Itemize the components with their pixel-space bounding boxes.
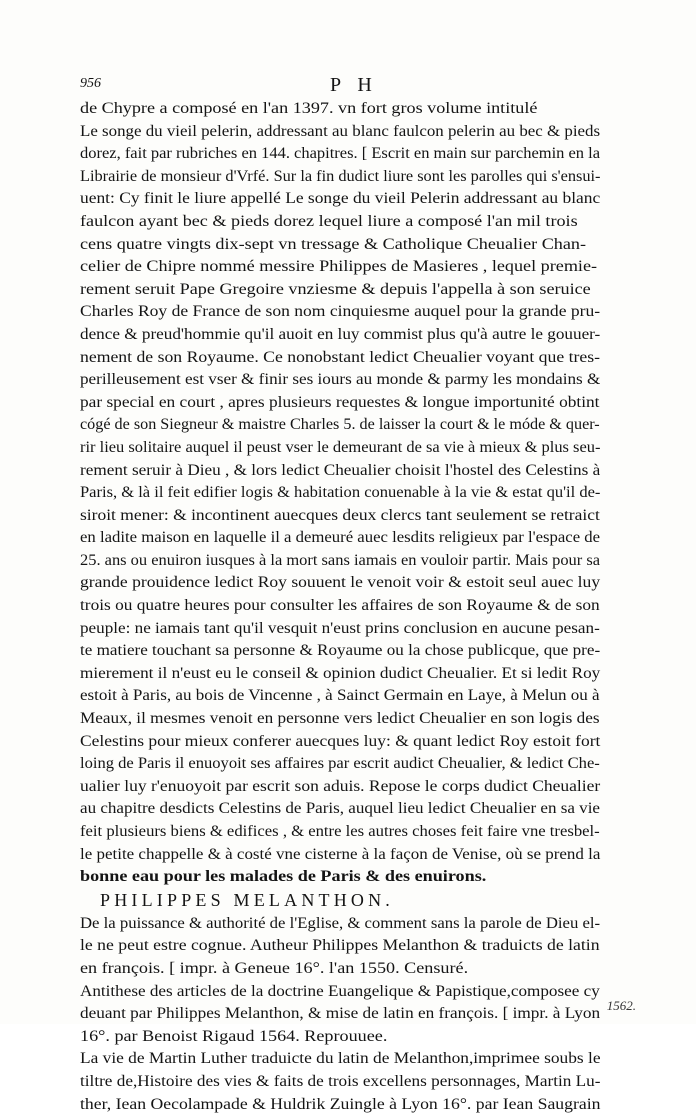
text-line: en françois. [ impr. à Geneue 16°. l'an 1550. Censuré. — [80, 958, 469, 977]
text-line: nement de son Royaume. Ce nonobstant ledict Cheualier voyant que tres- — [80, 347, 601, 366]
text-line: rir lieu solitaire auquel il peust vser le demeurant de sa vie à mieux & plus seu- — [80, 437, 601, 456]
text-line: tiltre de,Histoire des vies & faits de trois excellens personnages, Martin Lu- — [80, 1071, 601, 1090]
text-line: de Chypre a composé en l'an 1397. vn fort gros volume intitulé — [80, 99, 538, 117]
text-line: rement seruit Pape Gregoire vnziesme & depuis l'appella à son seruice — [80, 279, 591, 298]
text-line: peuple: ne iamais tant qu'il vesquit n'eust prins conclusion en aucune pesan- — [80, 618, 600, 637]
text-line: le petite chappelle & à costé vne cisterne à la façon de Venise, où se prend la — [80, 844, 601, 863]
text-line: faulcon ayant bec & pieds dorez lequel liure a composé l'an mil trois — [80, 211, 578, 230]
text-line: De la puissance & authorité de l'Eglise, & comment sans la parole de Dieu el- — [80, 913, 601, 932]
text-line: ther, Iean Oecolampade & Huldrik Zuingle à Lyon 16°. par Iean Saugrain — [80, 1094, 601, 1113]
text-line: ualier luy r'enuoyoit par escrit son aduis. Repose le corps dudict Cheualier — [80, 776, 601, 795]
text-line: La vie de Martin Luther traduicte du latin de Melanthon,imprimee soubs le — [80, 1049, 601, 1068]
text-line: bonne eau pour les malades de Paris & des enuirons. — [80, 867, 487, 886]
text-line: estoit à Paris, au bois de Vincenne , à Sainct Germain en Laye, à Melun ou à — [80, 686, 600, 705]
text-line: rement seruir à Dieu , & lors ledict Cheualier choisit l'hostel des Celestins à — [80, 460, 601, 479]
running-head: P H — [330, 74, 378, 96]
text-line: en ladite maison en laquelle il a demeuré auec lesdits religieux par l'espace de — [80, 528, 601, 547]
text-line: 16°. par Benoist Rigaud 1564. Reprouuee. — [80, 1026, 388, 1045]
text-line: perilleusement est vser & finir ses iours au monde & parmy les mondains & — [80, 370, 601, 389]
text-line: cógé de son Siegneur & maistre Charles 5. de laisser la court & le móde & quer- — [80, 415, 600, 434]
text-line: le ne peut estre cognue. Autheur Philippes Melanthon & traduicts de latin — [80, 936, 600, 955]
text-line: trois ou quatre heures pour consulter les affaires de son Royaume & de son — [80, 596, 600, 615]
text-line: Celestins pour mieux conferer auecques luy: & quant ledict Roy estoit fort — [80, 731, 601, 750]
text-line: te matiere touchant sa personne & Royaume ou la chose publicque, que pre- — [80, 641, 601, 660]
text-line: mierement il n'eust eu le conseil & opinion dudict Cheualier. Et si ledit Roy — [80, 663, 601, 682]
text-line: Charles Roy de France de son nom cinquiesme auquel pour la grande pru- — [80, 302, 601, 321]
text-line: loing de Paris il enuoyoit ses affaires par escrit audict Cheualier, & ledict Che- — [80, 754, 600, 773]
text-line: dorez, fait par rubriches en 144. chapitres. [ Escrit en main sur parchemin en la — [80, 144, 601, 163]
catchword: 1562. — [606, 998, 636, 1013]
text-line: Le songe du vieil pelerin, addressant au blanc faulcon pelerin au bec & pieds — [80, 121, 601, 140]
text-line: Librairie de monsieur d'Vrfé. Sur la fin dudict liure sont les parolles qui s'ensui- — [80, 166, 601, 185]
page-number: 956 — [80, 76, 101, 91]
text-line: grande prouidence ledict Roy souuent le venoit voir & estoit seul auec luy — [80, 573, 601, 592]
text-line: feit plusieurs biens & edifices , & entre les autres choses feit faire vne tresbel- — [80, 822, 600, 840]
text-line: Meaux, il mesmes venoit en personne vers ledict Cheualier en son logis des — [80, 709, 600, 728]
text-line: siroit mener: & incontinent auecques deux clercs tant seulement se retraict — [80, 505, 600, 524]
text-line: Antithese des articles de la doctrine Euangelique & Papistique,composee cy — [80, 981, 600, 1000]
text-line: 25. ans ou enuiron iusques à la mort sans iamais en vouloir partir. Mais pour sa — [80, 550, 601, 569]
text-line: par special en court , apres plusieurs requestes & longue importunité obtint — [80, 392, 600, 411]
section-heading: PHILIPPES MELANTHON. — [100, 889, 395, 910]
text-line: celier de Chipre nommé messire Philippes de Masieres , lequel premie- — [80, 257, 598, 276]
text-line: Paris, & là il feit edifier logis & habitation conuenable à la vie & estat qu'il de- — [80, 483, 601, 502]
text-line: dence & preud'hommie qu'il auoit en luy commist plus qu'à autre le gouuer- — [80, 324, 601, 343]
text-line: uent: Cy finit le liure appellé Le songe du vieil Pelerin addressant au blanc — [80, 189, 601, 208]
main-text — [80, 97, 600, 1115]
text-line: au chapitre desdicts Celestins de Paris, auquel lieu ledict Cheualier en sa vie — [80, 799, 601, 818]
text-line: cens quatre vingts dix-sept vn tressage & Catholique Cheualier Chan- — [80, 234, 587, 253]
page-header — [80, 74, 620, 98]
text-line: deuant par Philippes Melanthon, & mise de latin en françois. [ impr. à Lyon — [80, 1004, 601, 1023]
